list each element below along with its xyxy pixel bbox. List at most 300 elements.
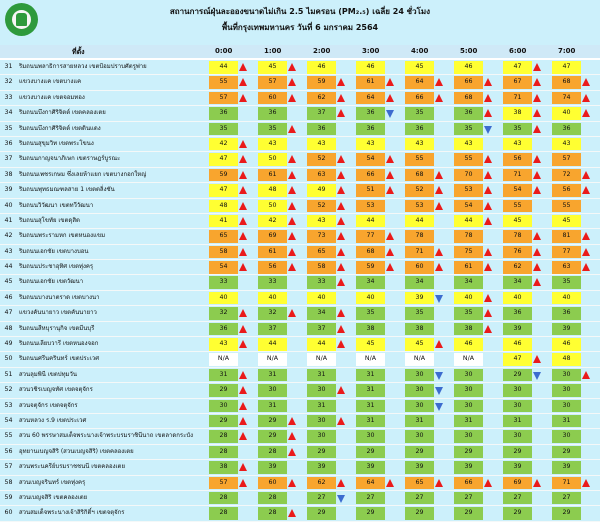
- location-column-header: ที่ตั้ง: [72, 48, 85, 56]
- pm25-value-cell: N/A: [454, 353, 483, 366]
- pm25-value-cell: 34: [356, 276, 385, 289]
- pm25-value-cell: 77: [552, 246, 581, 259]
- pm25-value-cell: 68: [405, 169, 434, 182]
- station-number: 54: [4, 416, 13, 424]
- trend-up-icon: [288, 509, 296, 517]
- pm25-value-cell: 58: [307, 261, 336, 274]
- trend-up-icon: [337, 248, 345, 256]
- table-row: [0, 445, 600, 460]
- pm25-value-cell: 64: [356, 477, 385, 490]
- pm25-value-cell: 62: [307, 92, 336, 105]
- pm25-value-cell: 73: [307, 230, 336, 243]
- pm25-value-cell: 57: [209, 477, 238, 490]
- trend-up-icon: [288, 248, 296, 256]
- pm25-value-cell: 68: [552, 76, 581, 89]
- pm25-value-cell: 28: [209, 492, 238, 505]
- pm25-value-cell: 51: [356, 184, 385, 197]
- pm25-value-cell: 36: [209, 107, 238, 120]
- pm25-value-cell: 35: [405, 107, 434, 120]
- pm25-value-cell: 47: [209, 184, 238, 197]
- trend-up-icon: [386, 479, 394, 487]
- trend-up-icon: [337, 386, 345, 394]
- table-row: [0, 91, 600, 106]
- pm25-value-cell: 31: [356, 369, 385, 382]
- pm25-value-cell: 33: [209, 276, 238, 289]
- pm25-value-cell: 46: [307, 61, 336, 74]
- pm25-value-cell: 48: [258, 184, 287, 197]
- pm25-value-cell: 30: [454, 400, 483, 413]
- table-row: [0, 60, 600, 75]
- pm25-value-cell: 36: [356, 123, 385, 136]
- table-row: [0, 460, 600, 475]
- pm25-value-cell: 66: [454, 477, 483, 490]
- trend-down-icon: [435, 387, 443, 395]
- pm25-value-cell: 41: [209, 215, 238, 228]
- pm25-value-cell: 60: [258, 92, 287, 105]
- trend-up-icon: [582, 479, 590, 487]
- trend-up-icon: [288, 417, 296, 425]
- station-name: ริมถนนสุโขทัย เขตดุสิต: [19, 216, 80, 224]
- pm25-value-cell: 71: [405, 246, 434, 259]
- trend-up-icon: [435, 171, 443, 179]
- trend-up-icon: [484, 294, 492, 302]
- trend-up-icon: [582, 186, 590, 194]
- pm25-value-cell: 30: [307, 415, 336, 428]
- pm25-value-cell: 61: [258, 246, 287, 259]
- table-row: [0, 322, 600, 337]
- pm25-value-cell: 39: [503, 323, 532, 336]
- pm25-value-cell: 30: [503, 400, 532, 413]
- pm25-value-cell: 61: [258, 169, 287, 182]
- trend-up-icon: [484, 94, 492, 102]
- pm25-value-cell: 64: [405, 76, 434, 89]
- pm25-value-cell: 59: [356, 261, 385, 274]
- pm25-value-cell: 31: [503, 415, 532, 428]
- table-row: [0, 291, 600, 306]
- station-number: 46: [4, 293, 13, 301]
- trend-up-icon: [337, 155, 345, 163]
- pm25-value-cell: 47: [209, 153, 238, 166]
- station-name: สวนลุมพินี เขตปทุมวัน: [19, 370, 77, 378]
- trend-up-icon: [337, 217, 345, 225]
- trend-up-icon: [288, 309, 296, 317]
- station-name: แขวงบางแค เขตจอมทอง: [19, 93, 85, 101]
- trend-up-icon: [533, 109, 541, 117]
- trend-up-icon: [435, 186, 443, 194]
- pm25-value-cell: 69: [258, 230, 287, 243]
- trend-up-icon: [288, 155, 296, 163]
- trend-up-icon: [337, 263, 345, 271]
- pm25-value-cell: 39: [307, 461, 336, 474]
- pm25-value-cell: 66: [405, 92, 434, 105]
- table-row: [0, 476, 600, 491]
- pm25-value-cell: 43: [307, 138, 336, 151]
- pm25-value-cell: 71: [503, 92, 532, 105]
- station-name: สวน 60 พรรษาสมเด็จพระนางเจ้าพระบรมราชินีนาถ เขตลาดกระบัง: [19, 432, 194, 440]
- pm25-value-cell: 38: [454, 323, 483, 336]
- pm25-value-cell: 35: [356, 307, 385, 320]
- pm25-value-cell: 70: [454, 169, 483, 182]
- pm25-value-cell: 66: [356, 169, 385, 182]
- table-row: [0, 429, 600, 444]
- pm25-value-cell: 31: [258, 369, 287, 382]
- pm25-value-cell: 71: [552, 477, 581, 490]
- pm25-value-cell: 31: [258, 400, 287, 413]
- trend-up-icon: [337, 202, 345, 210]
- trend-up-icon: [484, 109, 492, 117]
- pm25-value-cell: 31: [356, 415, 385, 428]
- time-column-header: 1:00: [264, 47, 282, 55]
- trend-up-icon: [582, 94, 590, 102]
- trend-up-icon: [533, 78, 541, 86]
- trend-up-icon: [239, 63, 247, 71]
- trend-up-icon: [239, 371, 247, 379]
- trend-up-icon: [386, 263, 394, 271]
- pm25-value-cell: 50: [258, 200, 287, 213]
- pm25-value-cell: 30: [503, 384, 532, 397]
- trend-up-icon: [239, 140, 247, 148]
- table-row: [0, 229, 600, 244]
- pm25-value-cell: 39: [405, 461, 434, 474]
- pm25-value-cell: 30: [258, 384, 287, 397]
- time-column-header: 2:00: [313, 47, 331, 55]
- pm25-value-cell: 78: [405, 230, 434, 243]
- trend-up-icon: [239, 325, 247, 333]
- pm25-value-cell: 45: [405, 338, 434, 351]
- trend-up-icon: [337, 479, 345, 487]
- pm25-value-cell: 35: [258, 123, 287, 136]
- trend-down-icon: [386, 110, 394, 118]
- table-row: [0, 122, 600, 137]
- pm25-value-cell: 29: [258, 430, 287, 443]
- trend-up-icon: [288, 78, 296, 86]
- pm25-value-cell: 35: [454, 123, 483, 136]
- pm25-value-cell: 78: [454, 230, 483, 243]
- pm25-value-cell: 30: [552, 369, 581, 382]
- table-row: [0, 414, 600, 429]
- station-number: 40: [4, 201, 13, 209]
- table-row: [0, 137, 600, 152]
- pm25-value-cell: 47: [503, 353, 532, 366]
- station-name: แขวงบางแค เขตบางแค: [19, 78, 82, 86]
- trend-up-icon: [239, 248, 247, 256]
- trend-up-icon: [484, 325, 492, 333]
- pm25-value-cell: 29: [209, 384, 238, 397]
- pm25-value-cell: 28: [258, 492, 287, 505]
- pm25-value-cell: 38: [503, 107, 532, 120]
- station-name: ริมถนนเอกชัย เขตบางบอน: [19, 247, 89, 255]
- pm25-value-cell: 43: [307, 215, 336, 228]
- station-number: 38: [4, 170, 13, 178]
- time-column-header: 7:00: [558, 47, 576, 55]
- trend-up-icon: [288, 186, 296, 194]
- trend-up-icon: [533, 125, 541, 133]
- table-row: [0, 75, 600, 90]
- table-header-row: [0, 45, 600, 60]
- pm25-value-cell: 30: [454, 430, 483, 443]
- station-number: 49: [4, 340, 13, 348]
- trend-up-icon: [484, 309, 492, 317]
- table-row: [0, 506, 600, 521]
- trend-up-icon: [239, 263, 247, 271]
- pm25-value-cell: 30: [454, 384, 483, 397]
- pm25-value-cell: 29: [356, 507, 385, 520]
- pm25-value-cell: 55: [454, 153, 483, 166]
- pm25-table: [0, 45, 600, 522]
- pm25-value-cell: 65: [209, 230, 238, 243]
- pm25-value-cell: 29: [503, 507, 532, 520]
- trend-up-icon: [288, 479, 296, 487]
- pm25-value-cell: 40: [209, 292, 238, 305]
- report-subtitle: พื้นที่กรุงเทพมหานคร วันที่ 6 มกราคม 2564: [221, 23, 379, 32]
- pm25-value-cell: 53: [356, 200, 385, 213]
- pm25-value-cell: 46: [503, 338, 532, 351]
- table-row: [0, 383, 600, 398]
- table-row: [0, 337, 600, 352]
- station-name: สวนหลวง ร.9 เขตประเวศ: [19, 416, 87, 424]
- pm25-value-cell: 38: [405, 323, 434, 336]
- station-name: อุทยานเบญจสิริ (สวนเบญจสิริ) เขตคลองเตย: [19, 447, 134, 455]
- trend-up-icon: [533, 479, 541, 487]
- trend-up-icon: [386, 232, 394, 240]
- station-name: ริมถนนประชาอุทิศ เขตทุ่งครุ: [19, 263, 94, 271]
- table-row: [0, 260, 600, 275]
- pm25-value-cell: 38: [209, 461, 238, 474]
- pm25-value-cell: 37: [307, 107, 336, 120]
- station-number: 56: [4, 447, 13, 455]
- station-name: ริมถนนเพชรเกษม ซึ่งเลยห้าแยก เขตบางกอกใหญ่: [19, 170, 147, 178]
- pm25-value-cell: 28: [258, 446, 287, 459]
- trend-up-icon: [288, 217, 296, 225]
- pm25-value-cell: 39: [258, 461, 287, 474]
- station-name: ริมถนนบางนาตราด เขตบางนา: [19, 293, 100, 301]
- trend-up-icon: [582, 232, 590, 240]
- trend-up-icon: [288, 232, 296, 240]
- station-number: 31: [4, 63, 13, 70]
- pm25-value-cell: 31: [454, 415, 483, 428]
- trend-up-icon: [386, 248, 394, 256]
- pm25-value-cell: 29: [503, 369, 532, 382]
- trend-up-icon: [533, 155, 541, 163]
- pm25-value-cell: 65: [405, 477, 434, 490]
- trend-up-icon: [239, 155, 247, 163]
- trend-up-icon: [386, 94, 394, 102]
- trend-up-icon: [484, 479, 492, 487]
- pm25-value-cell: 59: [307, 76, 336, 89]
- pm25-value-cell: 27: [405, 492, 434, 505]
- pm25-value-cell: 40: [503, 292, 532, 305]
- trend-up-icon: [288, 263, 296, 271]
- pm25-value-cell: 27: [503, 492, 532, 505]
- station-number: 47: [4, 309, 13, 317]
- trend-up-icon: [435, 340, 443, 348]
- pm25-value-cell: 30: [454, 369, 483, 382]
- pm25-value-cell: 34: [405, 276, 434, 289]
- station-number: 55: [4, 432, 13, 440]
- pm25-value-cell: 35: [405, 307, 434, 320]
- pm25-value-cell: 55: [503, 200, 532, 213]
- pm25-value-cell: 40: [454, 292, 483, 305]
- pm25-value-cell: 45: [258, 61, 287, 74]
- station-name: ริมถนนกาญจนาภิเษก เขตราษฎร์บูรณะ: [19, 155, 121, 163]
- pm25-value-cell: 54: [356, 153, 385, 166]
- pm25-value-cell: 35: [503, 123, 532, 136]
- pm25-value-cell: 30: [405, 400, 434, 413]
- pm25-value-cell: 29: [307, 507, 336, 520]
- pm25-value-cell: 55: [209, 76, 238, 89]
- trend-up-icon: [435, 94, 443, 102]
- pm25-value-cell: 32: [258, 307, 287, 320]
- pm25-value-cell: 29: [405, 446, 434, 459]
- station-number: 45: [4, 278, 13, 286]
- pm25-value-cell: 44: [356, 215, 385, 228]
- trend-up-icon: [337, 78, 345, 86]
- trend-up-icon: [288, 171, 296, 179]
- pm25-value-cell: 29: [356, 446, 385, 459]
- pm25-value-cell: 68: [454, 92, 483, 105]
- pm25-value-cell: 43: [405, 138, 434, 151]
- pm25-value-cell: 57: [552, 153, 581, 166]
- report-header: [0, 0, 600, 38]
- pm25-value-cell: 60: [258, 477, 287, 490]
- trend-up-icon: [484, 202, 492, 210]
- pm25-value-cell: 29: [552, 446, 581, 459]
- pm25-value-cell: 55: [405, 153, 434, 166]
- report-title: สถานการณ์ฝุ่นละอองขนาดไม่เกิน 2.5 ไมครอน (PM₂.₅) เฉลี่ย 24 ชั่วโมง: [169, 7, 431, 16]
- station-name: ริมถนนศรีนครินทร์ เขตประเวศ: [19, 355, 100, 363]
- station-name: ริมถนนพระรามหก เขตหนองแขม: [19, 232, 106, 240]
- pm25-value-cell: 43: [356, 138, 385, 151]
- pm25-value-cell: 52: [307, 200, 336, 213]
- pm25-value-cell: 36: [454, 107, 483, 120]
- pm25-value-cell: 44: [307, 338, 336, 351]
- pm25-value-cell: 45: [503, 215, 532, 228]
- pm25-value-cell: 57: [258, 76, 287, 89]
- pm25-value-cell: 48: [209, 200, 238, 213]
- pm25-value-cell: 56: [258, 261, 287, 274]
- trend-up-icon: [582, 109, 590, 117]
- pm25-value-cell: 29: [503, 446, 532, 459]
- station-number: 36: [4, 139, 13, 147]
- pm25-value-cell: 32: [209, 307, 238, 320]
- pm25-value-cell: 72: [552, 169, 581, 182]
- pm25-value-cell: 52: [405, 184, 434, 197]
- trend-up-icon: [435, 479, 443, 487]
- pm25-value-cell: 63: [552, 261, 581, 274]
- station-name: ริมถนนบึงกาศิริจิตต์ เขตดินแดง: [19, 124, 101, 132]
- pm25-value-cell: 47: [552, 61, 581, 74]
- trend-up-icon: [484, 171, 492, 179]
- pm25-value-cell: 29: [454, 446, 483, 459]
- bangkok-emblem-logo: [5, 3, 38, 36]
- pm25-value-cell: 40: [307, 292, 336, 305]
- pm25-value-cell: 30: [209, 400, 238, 413]
- pm25-value-cell: 40: [552, 292, 581, 305]
- station-name: สวนสมเด็จพระนางเจ้าสิริกิติ์ฯ เขตจตุจักร: [19, 509, 125, 517]
- trend-up-icon: [239, 171, 247, 179]
- pm25-value-cell: 45: [405, 61, 434, 74]
- table-row: [0, 168, 600, 183]
- trend-up-icon: [582, 263, 590, 271]
- pm25-value-cell: 43: [454, 138, 483, 151]
- trend-up-icon: [288, 63, 296, 71]
- pm25-value-cell: 56: [503, 153, 532, 166]
- trend-up-icon: [484, 186, 492, 194]
- pm25-value-cell: 45: [552, 215, 581, 228]
- time-column-header: 4:00: [411, 47, 429, 55]
- trend-up-icon: [239, 202, 247, 210]
- table-row: [0, 106, 600, 121]
- station-number: 37: [4, 155, 13, 163]
- trend-up-icon: [533, 232, 541, 240]
- pm25-value-cell: 59: [209, 169, 238, 182]
- pm25-value-cell: 76: [503, 246, 532, 259]
- pm25-value-cell: 28: [209, 446, 238, 459]
- pm25-value-cell: 54: [503, 184, 532, 197]
- station-name: ริมถนนสุขุมวิท เขตพระโขนง: [19, 139, 94, 147]
- trend-up-icon: [435, 78, 443, 86]
- pm25-value-cell: 43: [209, 338, 238, 351]
- pm25-value-cell: 37: [258, 323, 287, 336]
- pm25-value-cell: 62: [307, 477, 336, 490]
- station-name: ริมถนนเลียบวารี เขตหนองจอก: [19, 340, 99, 348]
- pm25-value-cell: 28: [209, 507, 238, 520]
- trend-up-icon: [484, 78, 492, 86]
- trend-up-icon: [239, 402, 247, 410]
- pm25-value-cell: 34: [503, 276, 532, 289]
- pm25-value-cell: 54: [209, 261, 238, 274]
- pm25-value-cell: 36: [552, 123, 581, 136]
- pm25-value-cell: 33: [258, 276, 287, 289]
- station-name: ริมถนนวิวัฒนา เขตทวีวัฒนา: [19, 201, 94, 209]
- station-name: สวนเบญจสิริ เขตคลองเตย: [19, 493, 88, 501]
- trend-up-icon: [435, 202, 443, 210]
- pm25-value-cell: 28: [258, 507, 287, 520]
- trend-up-icon: [337, 186, 345, 194]
- trend-up-icon: [533, 186, 541, 194]
- trend-up-icon: [533, 248, 541, 256]
- pm25-value-cell: 43: [552, 138, 581, 151]
- pm25-value-cell: 46: [552, 338, 581, 351]
- trend-down-icon: [484, 126, 492, 134]
- pm25-value-cell: 35: [209, 123, 238, 136]
- pm25-value-cell: 46: [356, 61, 385, 74]
- pm25-value-cell: 44: [405, 215, 434, 228]
- pm25-value-cell: 31: [356, 400, 385, 413]
- pm25-value-cell: 67: [503, 76, 532, 89]
- trend-up-icon: [582, 371, 590, 379]
- station-name: ริมถนนพุทธมณฑลสาย 1 เขตตลิ่งชัน: [19, 186, 115, 194]
- pm25-value-cell: N/A: [356, 353, 385, 366]
- pm25-value-cell: 37: [307, 323, 336, 336]
- pm25-value-cell: 38: [356, 323, 385, 336]
- table-row: [0, 399, 600, 414]
- pm25-value-cell: 78: [503, 230, 532, 243]
- station-number: 32: [4, 78, 13, 86]
- pm25-value-cell: 27: [552, 492, 581, 505]
- pm25-value-cell: 39: [552, 323, 581, 336]
- pm25-value-cell: 39: [503, 461, 532, 474]
- pm25-value-cell: 39: [356, 461, 385, 474]
- pm25-value-cell: 46: [454, 61, 483, 74]
- station-number: 53: [4, 401, 13, 409]
- pm25-value-cell: 31: [209, 369, 238, 382]
- trend-down-icon: [435, 372, 443, 380]
- pm25-value-cell: 68: [356, 246, 385, 259]
- trend-up-icon: [484, 217, 492, 225]
- pm25-value-cell: 53: [454, 184, 483, 197]
- station-number: 34: [4, 109, 13, 117]
